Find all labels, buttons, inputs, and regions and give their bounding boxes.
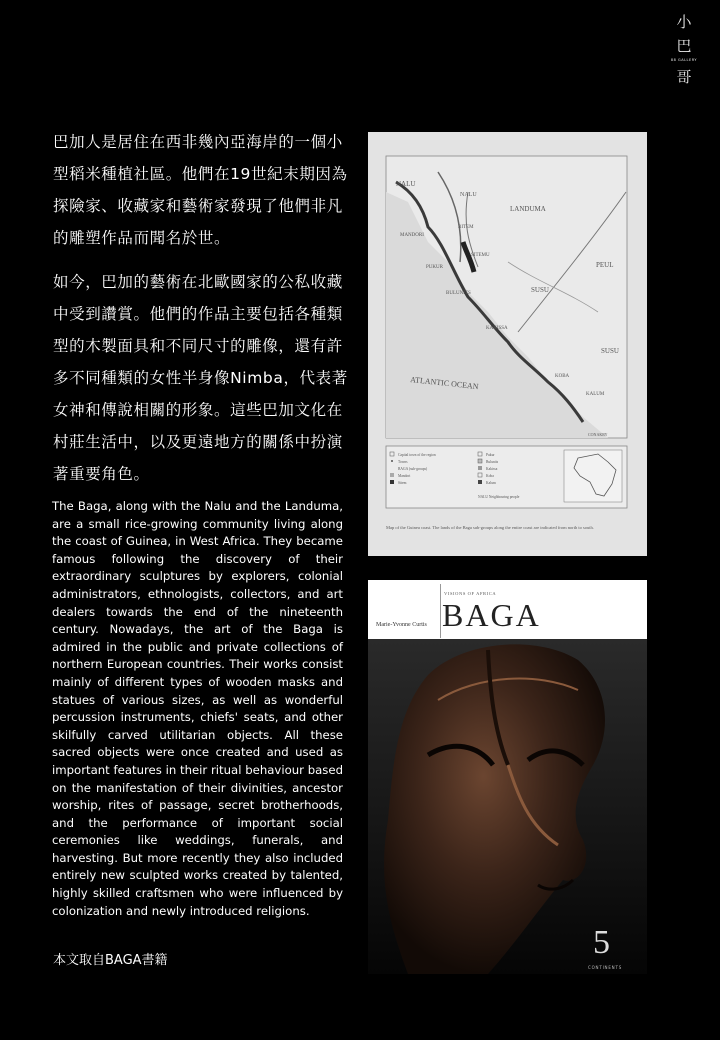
legend-item: Towns xyxy=(398,460,408,464)
logo-char-2: 巴 xyxy=(676,37,692,55)
cover-number: 5 xyxy=(593,924,610,961)
map-label-bitem: BITEM xyxy=(458,225,474,230)
map-label-mandori: MANDORI xyxy=(400,233,424,238)
map-label-koba: KOBA xyxy=(555,374,570,379)
map-caption: Map of the Guinea coast. The lands of the Baga sub-groups along the entire coast are indicated from north to south. xyxy=(386,525,594,530)
legend-item: Sitem xyxy=(398,481,407,485)
source-note: 本文取自BAGA書籍 xyxy=(53,953,168,968)
logo-char-1: 小 xyxy=(676,13,692,31)
map-label-ocean: ATLANTIC OCEAN xyxy=(409,375,480,392)
cover-series: VISIONS OF AFRICA xyxy=(444,591,497,596)
legend-item: Kalum xyxy=(486,481,496,485)
book-cover xyxy=(368,580,647,974)
legend-item: Capital town of the region xyxy=(398,453,436,457)
legend-item: BAGA (sub-groups) xyxy=(398,467,428,471)
guinea-coast-map xyxy=(368,132,647,556)
map-label-pukur: PUKUR xyxy=(426,265,443,270)
map-label-kalum: KALUM xyxy=(586,392,605,397)
cover-author: Marie-Yvonne Curtis xyxy=(376,622,427,628)
legend-item: Kakissa xyxy=(486,467,498,471)
cover-title: BAGA xyxy=(442,597,541,633)
map-label-kakissa: KAKISSA xyxy=(486,326,508,331)
map-graphic xyxy=(368,132,647,556)
logo-char-3: 哥 xyxy=(676,68,692,86)
map-label-susu-2: SUSU xyxy=(601,347,619,355)
map-label-sitemu: SITEMU xyxy=(471,253,490,258)
legend-item: NALU Neighbouring people xyxy=(478,495,520,499)
map-label-susu-1: SUSU xyxy=(531,286,549,294)
legend-item: Bulunits xyxy=(486,460,499,464)
mask-image xyxy=(368,580,647,974)
map-label-nalu-big: NALU xyxy=(396,180,416,188)
logo-gallery-text: 88 GALLERY xyxy=(670,58,698,62)
legend-item: Mandori xyxy=(398,474,411,478)
zh-paragraph-1: 巴加人是居住在西非幾內亞海岸的一個小型稻米種植社區。他們在19世紀末期因為探險家、收藏家和藝術家發現了他們非凡的雕塑作品而聞名於世。 xyxy=(53,133,348,247)
map-label-nalu: NALU xyxy=(460,192,477,198)
map-label-bulunits: BULUNITS xyxy=(446,291,471,296)
legend-item: Koba xyxy=(486,474,494,478)
en-paragraph: The Baga, along with the Nalu and the Landuma, are a small rice-growing community living along the coast of Guinea, in West Africa. They became famous following the discovery of their extraordinary sculptures by explorers, colonial administrators, ethnologists, collectors, and art dealers towards the end of the nineteenth century. Nowadays, the art of the Baga is admired in the public and private collections of northern European countries. Their works consist mainly of different types of wooden masks and statues of various sizes, as well as wonderful percussion instruments, chiefs' seats, and other skilfully carved utilitarian objects. All these sacred objects were once created and used as important features in their ritual behaviour based on the manifestation of their divinities, ancestor worship, rites of passage, secret brotherhoods, and the performance of important social ceremonies like weddings, funerals, and harvesting. But more recently they also included entirely new sculpted works created by talented, highly skilled craftsmen who were influenced by colonization and newly introduced religions. xyxy=(52,499,343,918)
map-label-conakry: CONAKRY xyxy=(588,432,608,437)
map-label-peul: PEUL xyxy=(596,261,614,269)
cover-publisher: CONTINENTS xyxy=(588,965,623,970)
legend-item: Pukur xyxy=(486,453,495,457)
zh-paragraph-2: 如今，巴加的藝術在北歐國家的公私收藏中受到讚賞。他們的作品主要包括各種類型的木製面具和不同尺寸的雕像，還有許多不同種類的女性半身像Nimba，代表著女神和傳說相關的形象。這些巴加文化在村莊生活中，以及更遠地方的關係中扮演著重要角色。 xyxy=(53,273,348,483)
gallery-logo xyxy=(664,10,704,89)
map-label-landuma: LANDUMA xyxy=(510,205,546,213)
